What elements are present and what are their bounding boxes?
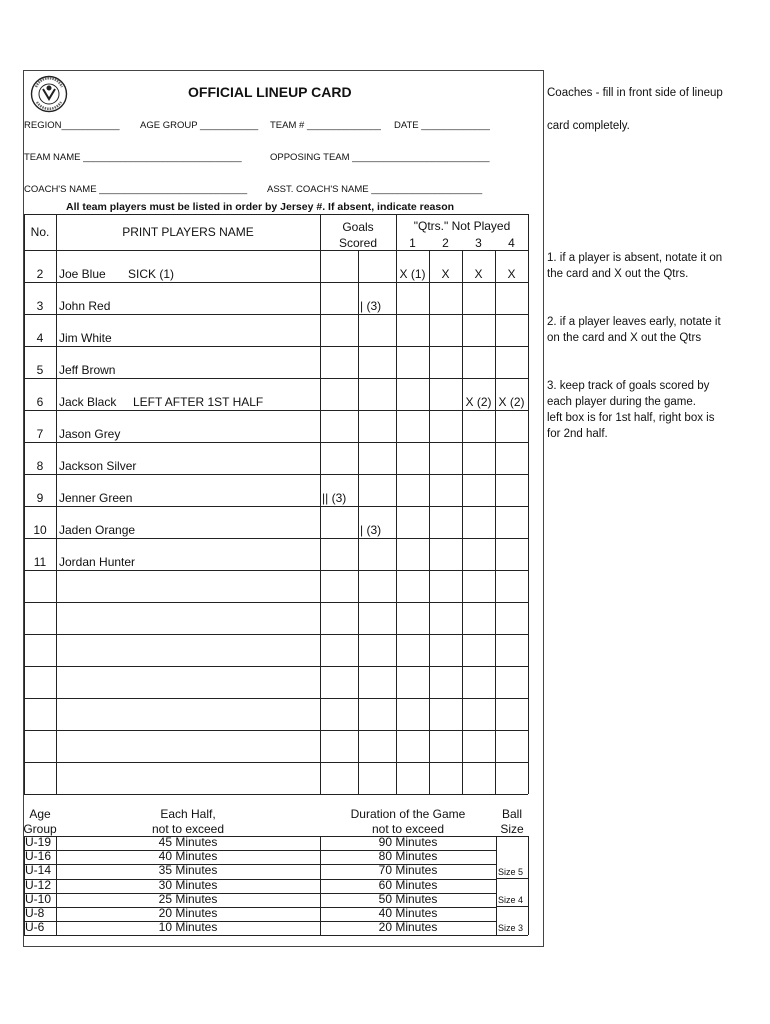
player-number[interactable]: 9	[36, 491, 44, 505]
side-note-intro-2: card completely.	[547, 120, 630, 132]
grid-row-line	[24, 442, 528, 443]
player-note[interactable]: LEFT AFTER 1ST HALF	[133, 395, 264, 409]
team-number-field[interactable]: TEAM # ______________	[270, 120, 381, 131]
bt-header-ball: Ball	[501, 807, 522, 821]
player-name[interactable]: Jackson Silver	[59, 459, 137, 473]
grid-row-line	[24, 506, 528, 507]
header-qtrs-not-played: "Qtrs." Not Played	[413, 219, 511, 233]
side-note-3b: each player during the game.	[547, 396, 696, 408]
bt-col-line	[528, 836, 529, 935]
header-no: No.	[30, 225, 50, 239]
grid-row-line	[24, 730, 528, 731]
grid-col-line	[495, 250, 496, 794]
bt-header-half-limit: not to exceed	[151, 822, 225, 836]
header-q1: 1	[409, 236, 416, 250]
bt-age: U-16	[25, 849, 52, 864]
header-q3: 3	[475, 236, 482, 250]
card-title: OFFICIAL LINEUP CARD	[188, 84, 352, 100]
bt-age: U-8	[25, 906, 45, 920]
goals-second-half[interactable]: | (3)	[360, 523, 382, 537]
player-name[interactable]: Jason Grey	[59, 427, 121, 441]
player-number[interactable]: 6	[36, 395, 44, 409]
side-note-1a: 1. if a player is absent, notate it on	[547, 252, 723, 264]
player-number[interactable]: 10	[33, 523, 47, 537]
player-name[interactable]: Jenner Green	[59, 491, 133, 505]
region-field[interactable]: REGION___________	[24, 120, 120, 131]
grid-row-line	[24, 570, 528, 571]
bt-header-size: Size	[500, 822, 524, 836]
player-number[interactable]: 11	[33, 555, 47, 569]
grid-row-line	[24, 346, 528, 347]
grid-col-line	[462, 250, 463, 794]
bt-half: 45 Minutes	[158, 835, 218, 849]
grid-col-line	[320, 214, 321, 794]
header-q2: 2	[442, 236, 449, 250]
opposing-team-field[interactable]: OPPOSING TEAM __________________________	[270, 152, 490, 163]
player-name[interactable]: Jack Black	[59, 395, 117, 409]
player-name[interactable]: Jeff Brown	[59, 363, 116, 377]
side-note-intro-1: Coaches - fill in front side of lineup	[547, 87, 723, 99]
side-note-3d: for 2nd half.	[547, 428, 608, 440]
bt-col-line	[496, 836, 497, 935]
side-note-1b: the card and X out the Qtrs.	[547, 268, 689, 280]
grid-row-line	[24, 794, 528, 795]
grid-row-line	[24, 602, 528, 603]
bt-duration: 20 Minutes	[378, 920, 438, 935]
ayso-logo-icon	[30, 75, 68, 113]
bt-age: U-10	[25, 891, 52, 906]
qtr-4-not-played[interactable]: X (2)	[498, 395, 525, 409]
date-field[interactable]: DATE _____________	[394, 120, 490, 131]
team-name-field[interactable]: TEAM NAME ______________________________	[24, 152, 242, 163]
qtr-1-not-played[interactable]: X (1)	[399, 267, 426, 281]
bt-half: 10 Minutes	[158, 920, 218, 935]
grid-row-line	[24, 410, 528, 411]
side-note-2a: 2. if a player leaves early, notate it	[547, 316, 721, 328]
grid-top-line	[24, 214, 528, 215]
player-name[interactable]: John Red	[59, 299, 111, 313]
grid-row-line	[24, 698, 528, 699]
bt-half: 35 Minutes	[158, 863, 218, 878]
side-note-3c: left box is for 1st half, right box is	[547, 412, 715, 424]
grid-col-line	[429, 250, 430, 794]
bt-row-line	[496, 836, 528, 837]
goals-first-half[interactable]: || (3)	[322, 491, 347, 505]
player-name[interactable]: Jaden Orange	[59, 523, 136, 537]
bt-half: 30 Minutes	[158, 877, 218, 892]
header-q4: 4	[508, 236, 515, 250]
bt-row-line	[496, 935, 528, 936]
size-3-label: Size 3	[498, 923, 524, 933]
side-note-3a: 3. keep track of goals scored by	[547, 380, 710, 392]
player-name[interactable]: Joe Blue	[59, 267, 106, 281]
grid-row-line	[24, 474, 528, 475]
bt-duration: 60 Minutes	[378, 877, 438, 892]
qtr-3-not-played[interactable]: X	[474, 267, 483, 281]
grid-row-line	[24, 538, 528, 539]
bt-age: U-12	[25, 877, 52, 892]
grid-row-line	[24, 314, 528, 315]
coach-name-field[interactable]: COACH'S NAME ____________________________	[24, 184, 248, 195]
player-number[interactable]: 8	[36, 459, 44, 473]
age-group-field[interactable]: AGE GROUP ___________	[140, 120, 259, 131]
grid-row-line	[24, 250, 528, 251]
player-number[interactable]: 2	[36, 267, 44, 281]
bt-half: 25 Minutes	[158, 891, 218, 906]
bt-duration: 90 Minutes	[378, 835, 438, 849]
bt-age: U-14	[25, 863, 52, 878]
grid-col-line	[396, 214, 397, 794]
bt-age: U-19	[25, 835, 52, 849]
bt-row-line	[24, 935, 496, 936]
size-4-label: Size 4	[498, 895, 524, 905]
instruction-text: All team players must be listed in order by Jersey #. If absent, indicate reason	[66, 201, 455, 213]
bt-duration: 40 Minutes	[378, 906, 438, 920]
grid-row-line	[24, 282, 528, 283]
header-player-name: PRINT PLAYERS NAME	[122, 225, 254, 239]
bt-half: 20 Minutes	[158, 906, 218, 920]
qtr-4-not-played[interactable]: X	[507, 267, 516, 281]
grid-col-line	[528, 214, 529, 794]
bt-duration: 50 Minutes	[378, 891, 438, 906]
grid-row-line	[24, 762, 528, 763]
grid-row-line	[24, 666, 528, 667]
player-number[interactable]: 5	[36, 363, 44, 377]
goals-second-half[interactable]: | (3)	[360, 299, 382, 313]
bt-header-duration-limit: not to exceed	[371, 822, 445, 836]
bt-header-duration: Duration of the Game	[350, 807, 466, 821]
size-5-label: Size 5	[498, 867, 524, 877]
bt-age: U-6	[25, 920, 45, 935]
player-name[interactable]: Jim White	[59, 331, 112, 345]
grid-row-line	[24, 634, 528, 635]
header-goals: Goals	[342, 220, 374, 234]
player-name[interactable]: Jordan Hunter	[59, 555, 136, 569]
side-note-2b: on the card and X out the Qtrs	[547, 332, 702, 344]
asst-coach-field[interactable]: ASST. COACH'S NAME _____________________	[267, 184, 483, 195]
header-scored: Scored	[338, 236, 378, 250]
player-number[interactable]: 7	[36, 427, 44, 441]
player-number[interactable]: 3	[36, 299, 44, 313]
bt-header-half: Each Half,	[160, 807, 216, 821]
grid-col-line	[358, 250, 359, 794]
bt-duration: 70 Minutes	[378, 863, 438, 878]
grid-row-line	[24, 378, 528, 379]
qtr-3-not-played[interactable]: X (2)	[465, 395, 492, 409]
bt-half: 40 Minutes	[158, 849, 218, 864]
bt-duration: 80 Minutes	[378, 849, 438, 864]
bt-header-age: Age	[29, 807, 51, 821]
qtr-2-not-played[interactable]: X	[441, 267, 450, 281]
player-number[interactable]: 4	[36, 331, 44, 345]
player-note[interactable]: SICK (1)	[128, 267, 175, 281]
bt-row-line	[496, 906, 528, 907]
grid-col-line	[56, 214, 57, 794]
bt-row-line	[496, 878, 528, 879]
bt-header-group: Group	[23, 822, 57, 836]
